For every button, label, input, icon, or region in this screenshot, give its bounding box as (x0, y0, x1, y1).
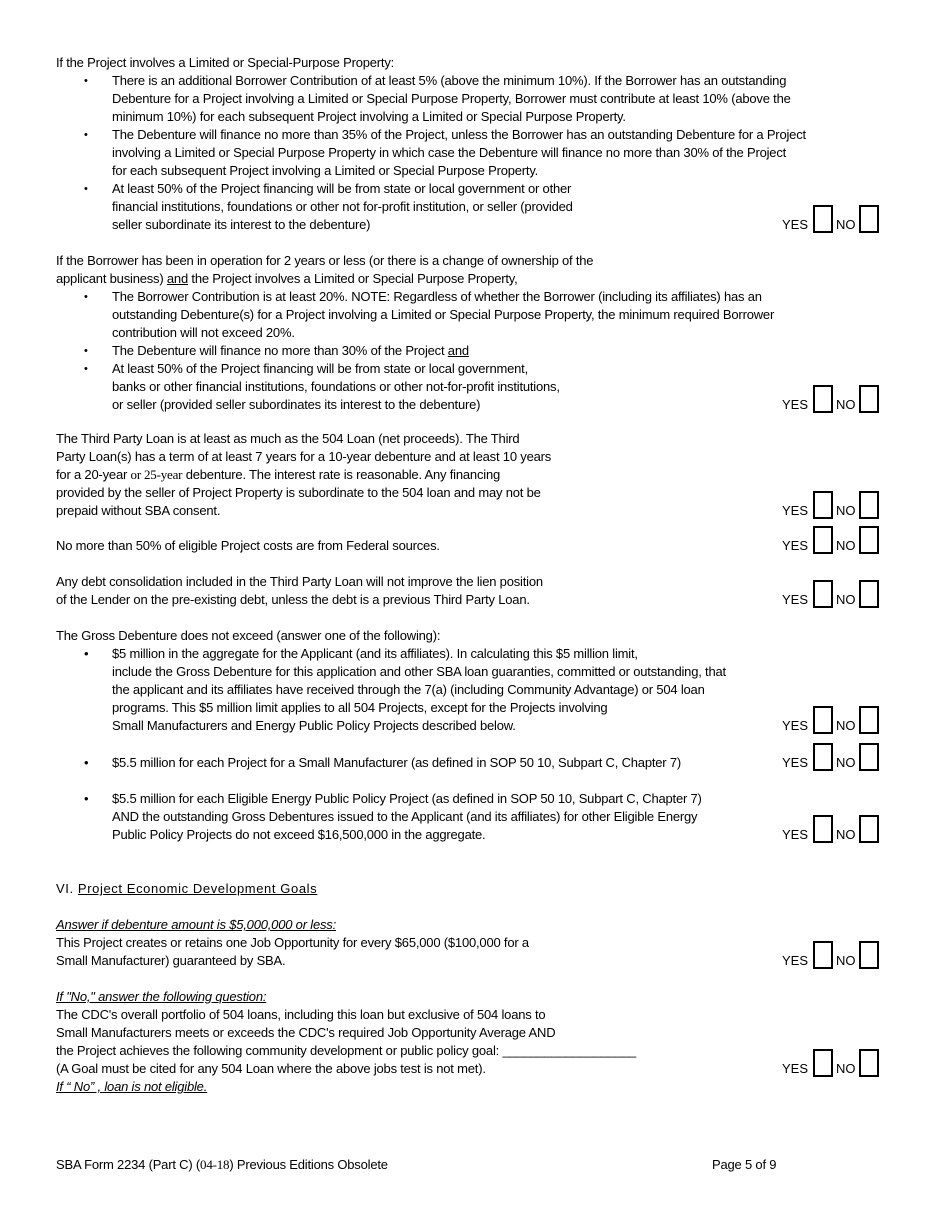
no-label: NO (836, 592, 856, 607)
third-party-line2: Party Loan(s) has a term of at least 7 years for a 10-year debenture and at least 10 years (56, 449, 552, 464)
section-vi-heading: VI. Project Economic Development Goals (56, 881, 318, 896)
yes-checkbox[interactable] (813, 385, 833, 413)
yes-checkbox[interactable] (813, 491, 833, 519)
yes-no-third-party (782, 491, 882, 521)
bullet-icon: • (84, 345, 88, 357)
cdc-line4: (A Goal must be cited for any 504 Loan where the above jobs test is not met). (56, 1061, 486, 1076)
yes-label: YES (782, 503, 809, 518)
gd-item1-line5: Small Manufacturers and Energy Public Policy Projects described below. (112, 718, 516, 733)
no-label: NO (836, 755, 856, 770)
gd-item1-line2: include the Gross Debenture for this application and other SBA loan guaranties, committed or outstanding, that (112, 664, 726, 679)
yes-no-federal (782, 526, 882, 556)
yes-label: YES (782, 592, 809, 607)
no-label: NO (836, 1061, 856, 1076)
yes-no-cdc (782, 1049, 882, 1079)
bullet-icon: • (84, 75, 88, 87)
ty-bullet2: The Debenture will finance no more than 30% of the Project and (112, 343, 469, 358)
if-no-heading: If "No," answer the following question: (56, 989, 267, 1004)
debt-consolidation-line1: Any debt consolidation included in the Third Party Loan will not improve the lien position (56, 574, 543, 589)
cdc-line1: The CDC's overall portfolio of 504 loans, including this loan but exclusive of 504 loans to (56, 1007, 546, 1022)
no-label: NO (836, 718, 856, 733)
yes-checkbox[interactable] (813, 706, 833, 734)
yes-checkbox[interactable] (813, 580, 833, 608)
yes-no-jobs (782, 941, 882, 971)
yes-checkbox[interactable] (813, 1049, 833, 1077)
gd-item2: $5.5 million for each Project for a Small Manufacturer (as defined in SOP 50 10, Subpart C, Chapter 7) (112, 755, 681, 770)
ls-bullet2-line2: involving a Limited or Special Purpose Property in which case the Debenture will finance no more than 30% of the Project (112, 145, 787, 160)
bullet-icon: • (84, 129, 88, 141)
ty-bullet1-line1: The Borrower Contribution is at least 20%. NOTE: Regardless of whether the Borrower (including its affiliates) has an (112, 289, 762, 304)
ls-bullet2-line1: The Debenture will finance no more than 35% of the Project, unless the Borrower has an outstanding Debenture for a Project (112, 127, 806, 142)
no-label: NO (836, 217, 856, 232)
yes-checkbox[interactable] (813, 743, 833, 771)
bullet-icon: • (84, 755, 89, 770)
two-years-intro-line1: If the Borrower has been in operation for 2 years or less (or there is a change of ownership of the (56, 253, 594, 268)
ty-bullet3-line2: banks or other financial institutions, foundations or other not-for-profit institutions, (112, 379, 560, 394)
no-checkbox[interactable] (859, 491, 879, 519)
gd-item3-line3: Public Policy Projects do not exceed $16,500,000 in the aggregate. (112, 827, 486, 842)
jobs-line2: Small Manufacturer) guaranteed by SBA. (56, 953, 286, 968)
yes-no-debt-consolidation (782, 580, 882, 610)
gd-item1-line1: $5 million in the aggregate for the Applicant (and its affiliates). In calculating this $5 million limit, (112, 646, 638, 661)
gd-item1-line4: programs. This $5 million limit applies to all 504 Projects, except for the Projects involving (112, 700, 608, 715)
no-label: NO (836, 827, 856, 842)
no-label: NO (836, 953, 856, 968)
ty-bullet3-line1: At least 50% of the Project financing will be from state or local government, (112, 361, 528, 376)
no-checkbox[interactable] (859, 526, 879, 554)
footer-form-info: SBA Form 2234 (Part C) (04-18) Previous Editions Obsolete (56, 1157, 388, 1172)
gross-debenture-intro: The Gross Debenture does not exceed (answer one of the following): (56, 628, 441, 643)
jobs-line1: This Project creates or retains one Job Opportunity for every $65,000 ($100,000 for a (56, 935, 529, 950)
yes-checkbox[interactable] (813, 205, 833, 233)
yes-label: YES (782, 217, 809, 232)
yes-no-gross-energy (782, 815, 882, 845)
yes-checkbox[interactable] (813, 526, 833, 554)
no-label: NO (836, 503, 856, 518)
cdc-line2: Small Manufacturers meets or exceeds the CDC's required Job Opportunity Average AND (56, 1025, 556, 1040)
no-checkbox[interactable] (859, 580, 879, 608)
yes-label: YES (782, 827, 809, 842)
two-years-intro-line2: applicant business) and the Project involves a Limited or Special Purpose Property, (56, 271, 518, 286)
bullet-icon: • (84, 183, 88, 195)
ls-bullet1-line2: Debenture for a Project involving a Limited or Special Purpose Property, Borrower must contribute at least 10% (above the (112, 91, 791, 106)
yes-no-limited-special (782, 205, 882, 235)
no-checkbox[interactable] (859, 743, 879, 771)
limited-special-intro: If the Project involves a Limited or Special-Purpose Property: (56, 55, 395, 70)
gd-item3-line2: AND the outstanding Gross Debentures issued to the Applicant (and its affiliates) for other Eligible Energy (112, 809, 698, 824)
ls-bullet3-line2: financial institutions, foundations or other not for-profit institution, or seller (provided (112, 199, 573, 214)
third-party-line5: prepaid without SBA consent. (56, 503, 221, 518)
ls-bullet3-line3: seller subordinate its interest to the debenture) (112, 217, 371, 232)
bullet-icon: • (84, 791, 89, 806)
yes-no-gross-small-manufacturer (782, 743, 882, 773)
no-checkbox[interactable] (859, 706, 879, 734)
ty-bullet1-line2: outstanding Debenture(s) for a Project involving a Limited or Special Purpose Property, the minimum required Borrower (112, 307, 775, 322)
bullet-icon: • (84, 291, 88, 303)
yes-label: YES (782, 538, 809, 553)
yes-label: YES (782, 755, 809, 770)
bullet-icon: • (84, 646, 89, 661)
yes-no-two-years (782, 385, 882, 415)
yes-checkbox[interactable] (813, 941, 833, 969)
gd-item3-line1: $5.5 million for each Eligible Energy Public Policy Project (as defined in SOP 50 10, Subpart C, Chapter 7) (112, 791, 702, 806)
third-party-line3: for a 20-year or 25-year debenture. The interest rate is reasonable. Any financing (56, 467, 501, 482)
no-checkbox[interactable] (859, 815, 879, 843)
third-party-line4: provided by the seller of Project Property is subordinate to the 504 loan and may not be (56, 485, 541, 500)
yes-label: YES (782, 718, 809, 733)
bullet-icon: • (84, 363, 88, 375)
third-party-line1: The Third Party Loan is at least as much as the 504 Loan (net proceeds). The Third (56, 431, 520, 446)
yes-label: YES (782, 953, 809, 968)
ls-bullet3-line1: At least 50% of the Project financing will be from state or local government or other (112, 181, 572, 196)
federal-sources: No more than 50% of eligible Project costs are from Federal sources. (56, 538, 440, 553)
no-checkbox[interactable] (859, 941, 879, 969)
ls-bullet2-line3: for each subsequent Project involving a Limited or Special Purpose Property. (112, 163, 539, 178)
footer-page-number: Page 5 of 9 (712, 1157, 777, 1172)
no-checkbox[interactable] (859, 385, 879, 413)
no-label: NO (836, 538, 856, 553)
yes-label: YES (782, 1061, 809, 1076)
cdc-line3: the Project achieves the following community development or public policy goal: ___________________ (56, 1043, 637, 1058)
gd-item1-line3: the applicant and its affiliates have received through the 7(a) (including Community Advantage) or 504 loan (112, 682, 705, 697)
ty-bullet1-line3: contribution will not exceed 20%. (112, 325, 295, 340)
ty-bullet3-line3: or seller (provided seller subordinates its interest to the debenture) (112, 397, 481, 412)
no-checkbox[interactable] (859, 1049, 879, 1077)
ls-bullet1-line1: There is an additional Borrower Contribution of at least 5% (above the minimum 10%). If the Borrower has an outstanding (112, 73, 787, 88)
no-checkbox[interactable] (859, 205, 879, 233)
answer-if-heading: Answer if debenture amount is $5,000,000 or less: (56, 917, 336, 932)
yes-label: YES (782, 397, 809, 412)
not-eligible-note: If “ No” , loan is not eligible. (56, 1079, 208, 1094)
yes-no-gross-5m (782, 706, 882, 736)
yes-checkbox[interactable] (813, 815, 833, 843)
no-label: NO (836, 397, 856, 412)
debt-consolidation-line2: of the Lender on the pre-existing debt, unless the debt is a previous Third Party Loan. (56, 592, 530, 607)
ls-bullet1-line3: minimum 10%) for each subsequent Project involving a Limited or Special Purpose Property. (112, 109, 626, 124)
